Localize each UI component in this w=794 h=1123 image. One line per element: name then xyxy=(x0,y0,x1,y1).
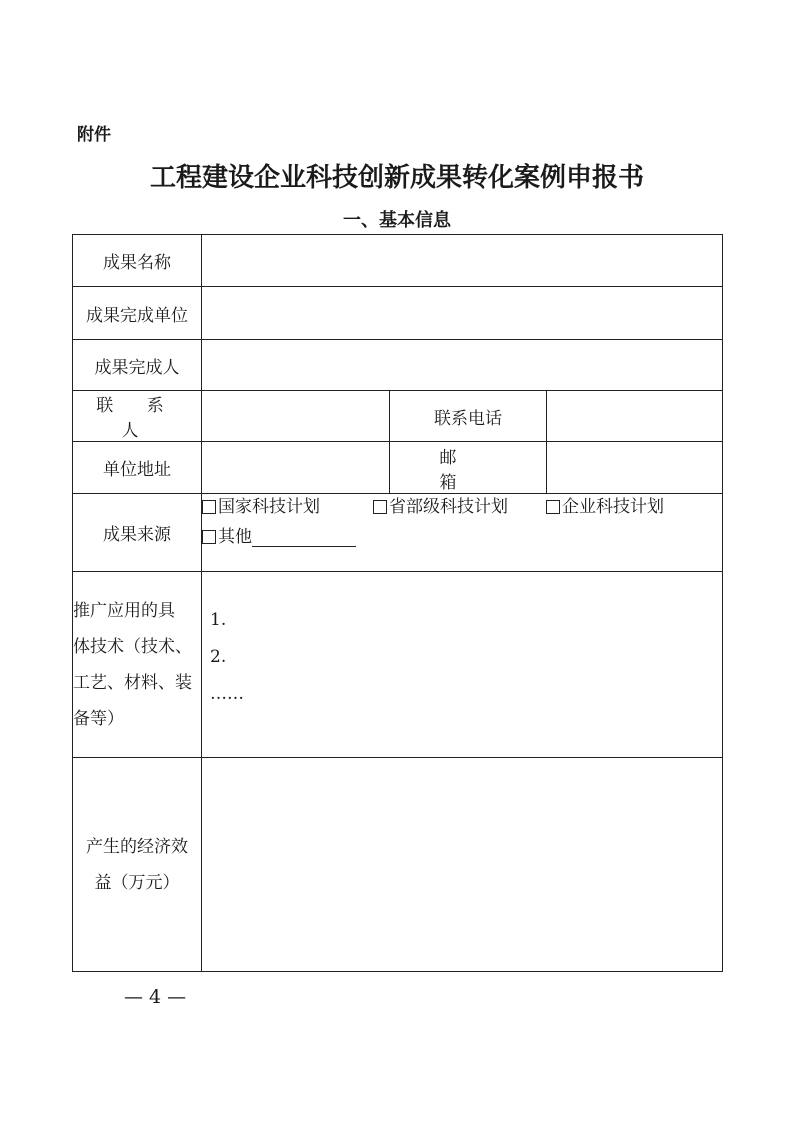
row-source xyxy=(73,494,723,572)
checkbox-icon[interactable] xyxy=(373,500,387,514)
row-benefit xyxy=(73,758,723,972)
unit-address-field[interactable] xyxy=(202,442,390,494)
tech-field[interactable] xyxy=(202,572,723,758)
list-item: …… xyxy=(210,684,244,704)
row-completer xyxy=(73,340,723,391)
row-address xyxy=(73,442,723,494)
tech-label: 推广应用的具 体技术（技术、 工艺、材料、装 备等） xyxy=(73,572,202,758)
source-option-other[interactable]: 其他 xyxy=(202,524,356,550)
source-option-provincial[interactable]: 省部级科技计划 xyxy=(373,494,546,520)
page-number: — 4 — xyxy=(124,986,187,1008)
benefit-label: 产生的经济效 益（万元） xyxy=(73,758,202,972)
section-title: 一、基本信息 xyxy=(343,210,451,231)
attachment-label: 附件 xyxy=(77,125,111,145)
completing-unit-label: 成果完成单位 xyxy=(73,287,202,340)
source-options xyxy=(202,494,723,572)
completer-label: 成果完成人 xyxy=(73,340,202,391)
row-contact xyxy=(73,391,723,442)
completer-field[interactable] xyxy=(202,340,723,391)
checkbox-icon[interactable] xyxy=(202,530,216,544)
achievement-name-field[interactable] xyxy=(202,235,723,287)
row-achievement-name xyxy=(73,235,723,287)
source-label: 成果来源 xyxy=(73,494,202,572)
unit-address-label: 单位地址 xyxy=(73,442,202,494)
source-option-national[interactable]: 国家科技计划 xyxy=(202,494,373,520)
list-item: 2. xyxy=(210,647,227,667)
row-completing-unit xyxy=(73,287,723,340)
document-title: 工程建设企业科技创新成果转化案例申报书 xyxy=(149,163,644,193)
contact-phone-field[interactable] xyxy=(547,391,723,442)
checkbox-icon[interactable] xyxy=(546,500,560,514)
contact-phone-label: 联系电话 xyxy=(390,391,547,442)
achievement-name-label: 成果名称 xyxy=(73,235,202,287)
postcode-field[interactable] xyxy=(547,442,723,494)
completing-unit-field[interactable] xyxy=(202,287,723,340)
checkbox-icon[interactable] xyxy=(202,500,216,514)
contact-person-field[interactable] xyxy=(202,391,390,442)
basic-info-table xyxy=(72,234,723,972)
postcode-label: 邮 箱 xyxy=(390,442,547,494)
list-item: 1. xyxy=(210,610,227,630)
contact-person-label: 联 系 人 xyxy=(73,391,202,442)
source-option-enterprise[interactable]: 企业科技计划 xyxy=(546,494,664,520)
other-blank-line[interactable] xyxy=(252,528,356,547)
benefit-field[interactable] xyxy=(202,758,723,972)
row-tech xyxy=(73,572,723,758)
